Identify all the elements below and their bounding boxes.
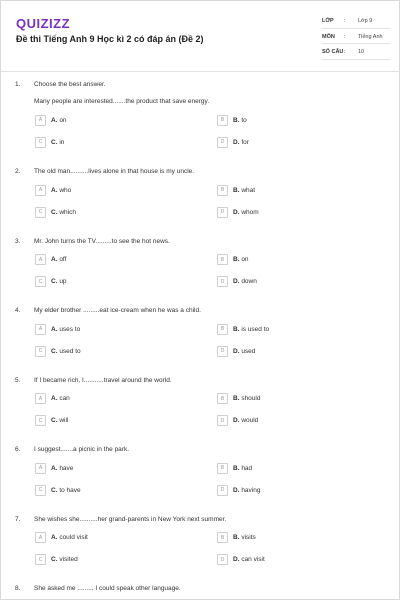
option-text — [51, 187, 71, 194]
question-instruction: Choose the best answer. — [34, 81, 106, 88]
option-key: D — [217, 485, 228, 496]
option-d[interactable] — [217, 206, 259, 218]
option-b[interactable] — [217, 532, 256, 544]
question-list — [1, 76, 400, 600]
option-key: B — [217, 115, 228, 126]
meta-label: LỚP — [322, 18, 334, 24]
question-number: 5. — [15, 376, 21, 384]
option-value: which — [59, 208, 76, 216]
option-value: down — [241, 278, 257, 285]
option-text — [233, 534, 256, 541]
option-d[interactable] — [217, 484, 260, 496]
question-text: I suggest.......a picnic in the park. — [34, 446, 130, 453]
option-value: on — [59, 116, 67, 124]
option-label: A. — [51, 116, 58, 124]
option-b[interactable] — [217, 184, 255, 196]
option-label: A. — [51, 256, 58, 263]
option-key: B — [217, 393, 228, 404]
option-value: uses to — [59, 325, 81, 333]
question-number: 7. — [15, 515, 21, 523]
option-label: A. — [51, 395, 58, 402]
option-b[interactable] — [217, 114, 247, 126]
question-number: 4. — [15, 307, 21, 314]
option-value: used to — [59, 347, 81, 355]
option-label: B. — [233, 395, 240, 402]
option-label: C. — [51, 417, 58, 424]
meta-value: 10 — [358, 49, 365, 55]
option-b[interactable] — [217, 254, 249, 266]
question-text: She wishes she..........her grand-parents in New York next summer. — [34, 515, 227, 523]
option-text — [233, 487, 260, 494]
option-label: A. — [51, 464, 58, 472]
question-4 — [1, 302, 400, 372]
question-8 — [1, 580, 400, 600]
question-text: The old man..........lives alone in that house is my uncle. — [34, 168, 195, 175]
option-key: D — [217, 554, 228, 565]
meta-table — [322, 13, 390, 60]
option-text — [51, 139, 64, 146]
question-number: 2. — [15, 168, 21, 175]
question-5 — [1, 372, 400, 442]
option-a[interactable] — [35, 532, 88, 544]
option-value: who — [59, 186, 72, 194]
option-c[interactable] — [35, 484, 81, 496]
option-text — [51, 209, 76, 216]
option-text — [51, 395, 70, 402]
option-c[interactable] — [35, 415, 68, 427]
option-value: will — [59, 417, 69, 424]
option-label: B. — [233, 116, 240, 124]
question-text: My elder brother .........eat ice-cream when he was a child. — [34, 307, 201, 314]
option-value: whom — [241, 208, 259, 216]
option-text — [233, 256, 249, 263]
option-a[interactable] — [35, 114, 67, 126]
option-key: C — [35, 415, 46, 426]
option-key: B — [217, 254, 228, 265]
option-text — [51, 465, 73, 472]
option-key: B — [217, 324, 228, 335]
option-key: A — [35, 324, 46, 335]
option-label: C. — [51, 347, 58, 355]
option-key: A — [35, 532, 46, 543]
option-text — [233, 326, 269, 333]
option-label: D. — [233, 138, 240, 146]
meta-label: MÔN — [322, 33, 335, 40]
option-text — [233, 348, 255, 355]
option-value: can visit — [241, 556, 265, 563]
option-d[interactable] — [217, 345, 255, 357]
question-text: She asked me ......... I could speak other language. — [34, 585, 181, 592]
option-value: should — [241, 395, 261, 402]
option-label: D. — [233, 556, 240, 563]
option-value: could visit — [59, 534, 88, 541]
question-number: 3. — [15, 237, 21, 245]
option-a[interactable] — [35, 393, 70, 405]
option-a[interactable] — [35, 323, 80, 335]
option-key: C — [35, 276, 46, 287]
meta-label: SỐ CÂU — [322, 49, 344, 55]
option-c[interactable] — [35, 136, 64, 148]
option-text — [233, 139, 249, 146]
header-divider — [1, 71, 400, 72]
option-label: C. — [51, 556, 58, 563]
option-key: A — [35, 115, 46, 126]
option-label: D. — [233, 278, 240, 285]
meta-row-subject — [322, 29, 390, 45]
option-a[interactable] — [35, 462, 73, 474]
option-text — [51, 256, 66, 263]
option-value: can — [59, 395, 70, 402]
option-label: A. — [51, 534, 58, 541]
option-label: B. — [233, 325, 240, 333]
option-value: for — [241, 138, 249, 146]
meta-colon: : — [344, 33, 346, 40]
meta-colon: : — [344, 18, 346, 24]
option-text — [51, 348, 81, 355]
option-a[interactable] — [35, 254, 66, 266]
option-key: D — [217, 415, 228, 426]
option-label: C. — [51, 486, 58, 494]
option-text — [233, 278, 257, 285]
option-a[interactable] — [35, 184, 71, 196]
option-key: A — [35, 463, 46, 474]
question-number: 6. — [15, 446, 21, 453]
option-key: A — [35, 254, 46, 265]
option-key: B — [217, 463, 228, 474]
option-value: have — [59, 464, 74, 472]
meta-value: Tiếng Anh — [358, 33, 383, 40]
question-6 — [1, 441, 400, 511]
option-d[interactable] — [217, 136, 249, 148]
option-key: A — [35, 393, 46, 404]
option-value: visited — [59, 556, 78, 563]
option-value: on — [241, 256, 249, 263]
option-value: off — [59, 256, 67, 263]
question-number: 1. — [15, 81, 21, 88]
option-d[interactable] — [217, 415, 258, 427]
option-label: D. — [233, 208, 240, 216]
option-text — [51, 556, 78, 563]
option-key: D — [217, 207, 228, 218]
option-text — [233, 187, 255, 194]
option-label: C. — [51, 138, 58, 146]
option-text — [233, 117, 247, 124]
option-key: D — [217, 276, 228, 287]
meta-row-count — [322, 44, 390, 60]
quizizz-logo: QUIZIZZ — [16, 16, 71, 31]
option-label: B. — [233, 186, 240, 194]
option-d[interactable] — [217, 554, 265, 566]
option-value: to — [241, 116, 247, 124]
option-key: C — [35, 137, 46, 148]
question-2 — [1, 163, 400, 233]
option-key: D — [217, 137, 228, 148]
meta-row-grade — [322, 13, 390, 29]
option-b[interactable] — [217, 323, 269, 335]
option-label: D. — [233, 347, 240, 355]
option-text — [233, 395, 260, 402]
option-label: D. — [233, 417, 240, 424]
document-title: Đề thi Tiếng Anh 9 Học kì 2 có đáp án (Đề 2) — [16, 34, 204, 44]
question-text: Mr. John turns the TV.........to see the hot news. — [34, 237, 170, 245]
option-key: A — [35, 185, 46, 196]
option-text — [51, 278, 67, 285]
document-header — [1, 1, 399, 65]
question-7 — [1, 511, 400, 581]
option-key: C — [35, 485, 46, 496]
option-b[interactable] — [217, 393, 260, 405]
option-key: C — [35, 554, 46, 565]
option-key: B — [217, 532, 228, 543]
meta-value: Lớp 9 — [358, 18, 373, 24]
option-text — [233, 209, 259, 216]
option-text — [51, 117, 67, 124]
option-c[interactable] — [35, 276, 67, 288]
option-value: having — [241, 486, 261, 494]
option-text — [233, 417, 258, 424]
option-b[interactable] — [217, 462, 252, 474]
option-text — [233, 556, 265, 563]
meta-colon: : — [344, 49, 346, 55]
option-text — [51, 326, 80, 333]
option-key: D — [217, 346, 228, 357]
option-key: C — [35, 346, 46, 357]
question-1 — [1, 76, 400, 163]
option-value: would — [241, 417, 259, 424]
option-label: C. — [51, 208, 58, 216]
option-d[interactable] — [217, 276, 257, 288]
option-label: A. — [51, 186, 58, 194]
option-value: is used to — [241, 325, 270, 333]
option-text — [233, 465, 252, 472]
option-text — [51, 417, 68, 424]
option-key: B — [217, 185, 228, 196]
option-value: to have — [59, 486, 81, 494]
option-c[interactable] — [35, 554, 78, 566]
option-c[interactable] — [35, 206, 76, 218]
question-number: 8. — [15, 585, 21, 592]
option-value: what — [241, 186, 256, 194]
option-label: A. — [51, 325, 58, 333]
option-label: B. — [233, 534, 240, 541]
option-value: visits — [241, 534, 256, 541]
option-key: C — [35, 207, 46, 218]
option-label: D. — [233, 486, 240, 494]
option-label: B. — [233, 256, 240, 263]
option-text — [51, 534, 88, 541]
option-c[interactable] — [35, 345, 81, 357]
option-value: used — [241, 347, 256, 355]
option-value: in — [59, 138, 65, 146]
option-value: had — [241, 464, 253, 472]
option-label: C. — [51, 278, 58, 285]
option-label: B. — [233, 464, 240, 472]
question-3 — [1, 233, 400, 303]
option-value: up — [59, 278, 67, 285]
question-text: If I became rich, I...........travel around the world. — [34, 376, 172, 384]
option-text — [51, 487, 81, 494]
question-text: Many people are interested.......the product that save energy. — [34, 98, 210, 105]
